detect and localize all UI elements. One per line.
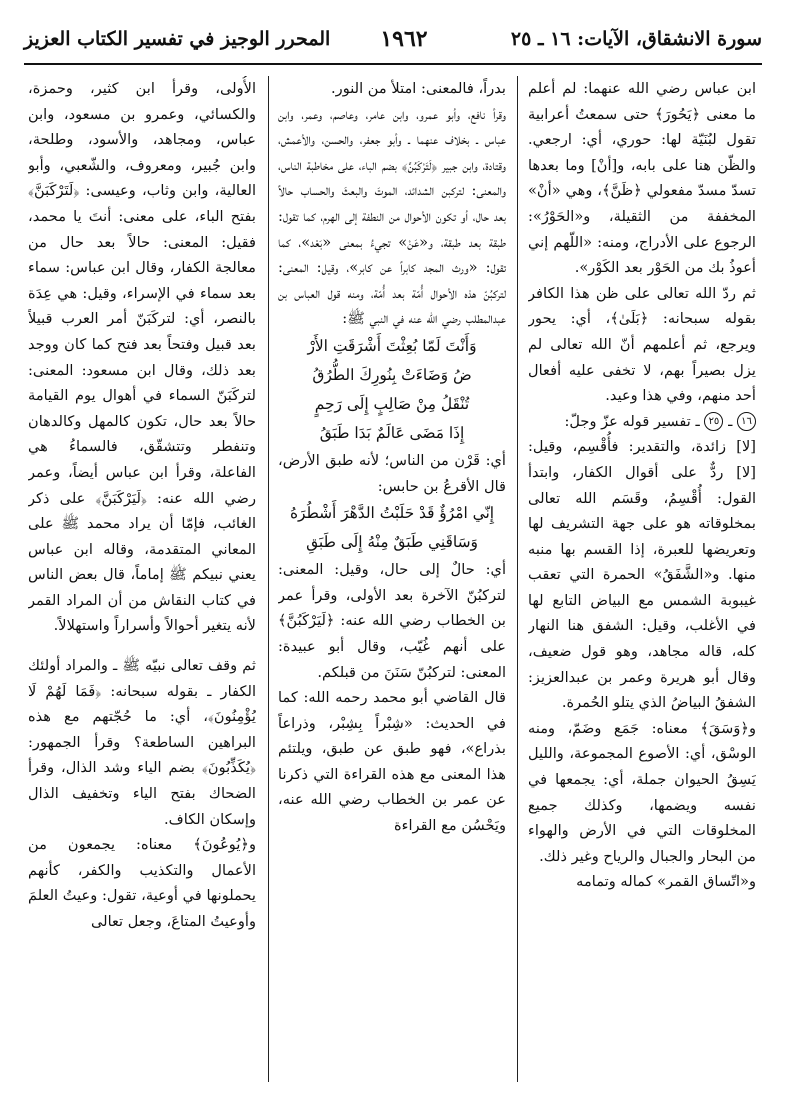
verse-heading xyxy=(528,409,756,435)
paragraph: ابن عباس رضي الله عنهما: لم أعلم ما معنى ﴿يَحُورَ﴾ حتى سمعتُ أعرابية تقول لبُنَيّة لها: حوري، أي: ارجعي. والظّن هنا على بابه، و[أنْ] وما بعدها تسدّ مسدّ مفعولي ﴿ظَنَّ﴾، وهي «أنْ» المخففة من الثقيلة، و«الحَوْرُ»: الرجوع على الأدراج، ومنه: «اللّهم إني أعوذُ بك من الحَوْر بعد الكَوْر». xyxy=(528,80,756,277)
text-column-middle xyxy=(278,76,506,1086)
verse-number-badge: ٢٥ xyxy=(704,412,723,431)
poetry-line: تُنْقَلُ مِنْ صَالِبٍ إِلَى رَحِمٍ xyxy=(314,394,470,413)
paragraph: وقرأ نافع، وأبو عمرو، وابن عامر، وعاصم، وعمر، وابن عباس ـ بخلاف عنهما ـ وأبو جعفر، والحسن، والأعمش، وقتادة، وابن جبير ﴿لَتَرْكَبُنَّ﴾ بضم الباء، على مخاطبة الناس، والمعنى: لتركبن الشدائد، الموتَ والبعثَ والحساب حالاً بعد حال، أو تكون الأحوال من النطفة إلى الهرم، كما تقول: طبقة بعد طبقة، و«عَنْ» تجيءُ بمعنى «بَعْد»، كما تقول: «ورث المجد كابراً عن كابر»، وقيل: المعنى: لتركبُنّ هذه الأحوال أُمّة بعد أُمّة، ومنه قول العباس بن عبدالمطلب رضي الله عنه في النبي ﷺ: xyxy=(278,105,506,328)
paragraph: بدراً، فالمعنى: امتلأ من النور. xyxy=(331,80,506,97)
header-rule xyxy=(24,63,762,65)
paragraph: و«اتّساق القمر» كماله وتمامه xyxy=(576,873,756,891)
page-number: ١٩٦٢ xyxy=(380,26,428,52)
paragraph: الأُولى، وقرأ ابن كثير، وحمزة، والكسائي، وعمرو بن مسعود، وابن عباس، ومجاهد، والأسود، وطلحة، وابن جُبير، ومعروف، والشّعبي، وأبو العالية، وابن وثاب، وعيسى: ﴿لَتَرْكَبَنَّ﴾ بفتح الباء، على معنى: أنتَ يا محمد، فقيل: المعنى: حالاً بعد حال من معالجة الكفار، وقال ابن عباس: سماء بعد سماء في الإسراء، وقيل: هي عِدَة بالنصر، أي: لتركَبَنّ أمر العرب قبيلاً بعد قبيل وفتحاً بعد فتح كما كان ووجد بعد ذلك، وقال ابن مسعود: المعنى: لتركَبَنّ السماء في أهوال يوم القيامة حالاً بعد حال، تكون كالمهل وكالدهان وتنفطر وتتشقّق، فالسماءُ هي الفاعلة، وقرأ ابن عباس أيضاً، وعمر رضي الله عنه: ﴿لَيَرْكَبَنَّ﴾ على ذكر الغائب، فإمّا أن يراد محمد ﷺ على المعاني المتقدمة، وقاله ابن عباس يعني نبيكم ﷺ إماماً، قال بعض الناس في كتاب النقاش من أن المراد القمر لأنه يتغير أحوالاً وأسراراً واستهلالاً. xyxy=(28,80,256,635)
header-book-title: المحرر الوجيز في تفسير الكتاب العزيز xyxy=(24,28,331,50)
paragraph: و﴿وَسَقَ﴾ معناه: جَمَع وضَمّ، ومنه الوسْق، أي: الأصوع المجموعة، والليل يَسِقُ الحيوان جملة، أي: يجمعها في نفسه ويضمها، وكذلك جميع المخلوقات التي في الأرض والهواء من البحار والجبال والرياح وغير ذلك. xyxy=(528,719,756,865)
paragraph: أي: حالٌ إلى حال، وقيل: المعنى: لتركبُنّ الآخرة بعد الأولى، وقرأ عمر بن الخطاب رضي الله عنه: ﴿لَيَرْكَبُنَّ﴾ على أنهم غُيّب، وقال أبو عبيدة: المعنى: لتركبُنّ سَنَنَ من قبلكم. xyxy=(278,561,506,681)
paragraph: و﴿يُوعُونَ﴾ معناه: يجمعون من الأعمال والتكذيب والكفر، كأنهم يحملونها في أوعية، تقول: وعيتُ العلمَ وأوعيتُ المتاعَ، وجعل تعالى xyxy=(28,836,256,930)
poetry-line: إِذَا مَضَى عَالَمٌ بَدَا طَبَقُ xyxy=(319,423,465,442)
paragraph: ثم ردّ الله تعالى على ظن هذا الكافر بقوله سبحانه: ﴿بَلَىٰ﴾، أي: يحور ويرجع، ثم أعلمهم أنّ الله تعالى لم يزل بصيراً بهم، لا تخفى عليه أفعال أحد منهم، وفي هذا وعيد. xyxy=(528,284,756,405)
paragraph-gap xyxy=(28,639,256,653)
verse-number-badge: ١٦ xyxy=(737,412,756,431)
verse-heading-text: ـ تفسير قوله عزّ وجلّ: xyxy=(564,412,700,430)
separator: ـ xyxy=(723,412,733,430)
poetry-line: وَسَاقَنِي طَبَقٌ مِنْهُ إِلَى طَبَقِ xyxy=(306,533,478,552)
poetry-line: وَأَنْتَ لَمّا بُعِثْتَ أَشْرَقَتِ الأَرْ xyxy=(307,336,477,355)
paragraph: ثم وقف تعالى نبيّه ﷺ ـ والمراد أولئك الكفار ـ بقوله سبحانه: ﴿فَمَا لَهُمْ لَا يُؤْمِنُونَ﴾، أي: ما حُجّتهم مع هذه البراهين الساطعة؟ وقرأ الجمهور: ﴿يُكَذِّبُونَ﴾ بضم الياء وشد الذال، وقرأ الضحاك بفتح الياء وتخفيف الذال وإسكان الكاف. xyxy=(28,657,256,828)
paragraph: قال القاضي أبو محمد رحمه الله: كما في الحديث: «شِبْراً بِشِبْر، وذراعاً بذراع»، فهو طبق عن طبق، ويلتئم هذا المعنى مع هذه القراءة التي ذكرنا عن عمر بن الخطاب رضي الله عنه، ويَحْسُن مع القراءة xyxy=(278,689,506,835)
text-column-right xyxy=(528,76,756,1086)
paragraph: أي: قَرْن من الناس؛ لأنه طبق الأرض، قال الأقرعُ بن حابس: xyxy=(278,451,506,495)
paragraph: [لا] زائدة، والتقدير: فأُقْسِم، وقيل: [لا] ردٌّ على أقوال الكفار، وابتدأ القول: أُقْسِمُ، وقَسَم الله تعالى بمخلوقاته هو على جهة التشريف لها وتعريضها للعبرة، إذا القسم بها منبه منها. و«الشَّفَقُ» الحمرة التي تعقب غيبوبة الشمس مع البياض التابع لها في الأغلب، وقيل: الشفق هنا النهار كله، قاله مجاهد، وهو قول ضعيف، وقال أبو هريرة وعمر بن عبدالعزيز: الشفقُ البياضُ الذي يتلو الحُمرة. xyxy=(528,438,756,712)
header-surah-title: سورة الانشقاق، الآيات: ١٦ ـ ٢٥ xyxy=(510,28,762,50)
poetry-line: ضُ وَضَاءَتْ بِنُورِكَ الطُّرُقُ xyxy=(312,365,472,384)
column-divider xyxy=(517,76,518,1082)
text-column-left xyxy=(28,76,256,1086)
column-divider xyxy=(268,76,269,1082)
running-header xyxy=(24,20,762,60)
poetry-line: إِنّي امْرُؤٌ قَدْ حَلَبْتُ الدَّهْرَ أَشْطُرَهُ xyxy=(289,504,495,523)
